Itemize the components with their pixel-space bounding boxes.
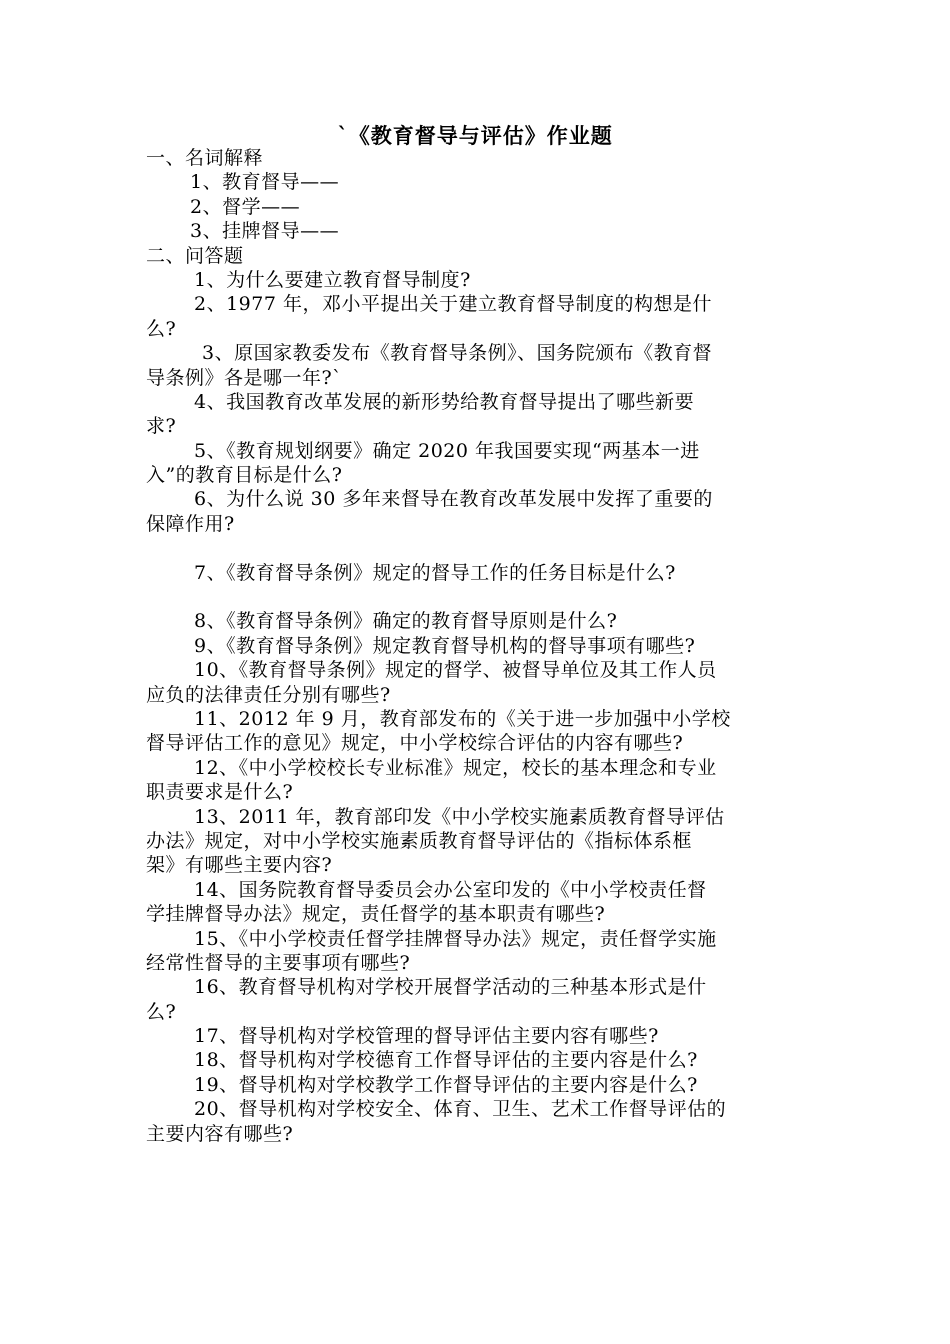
question-line: 12、《中小学校校长专业标准》规定，校长的基本理念和专业 (194, 756, 717, 779)
blank-line (146, 536, 806, 560)
question-line: 3、原国家教委发布《教育督导条例》、国务院颁布《教育督 (202, 342, 713, 365)
question-line: 8、《教育督导条例》确定的教育督导原则是什么? (194, 610, 618, 633)
question-line: 14、国务院教育督导委员会办公室印发的《中小学校责任督 (194, 878, 707, 901)
question-line: 6、为什么说 30 多年来督导在教育改革发展中发挥了重要的 (194, 488, 713, 511)
question-continuation: 职责要求是什么? (146, 781, 294, 804)
question-line: 1、为什么要建立教育督导制度? (194, 268, 471, 291)
question-continuation: 主要内容有哪些? (146, 1122, 294, 1145)
question-continuation: 应负的法律责任分别有哪些? (146, 683, 391, 706)
question-continuation: 架》有哪些主要内容? (146, 854, 333, 877)
question-continuation: 入”的教育目标是什么? (146, 464, 343, 487)
term-item: 2、督学—— (190, 195, 301, 218)
term-item: 3、挂牌督导—— (190, 220, 340, 243)
question-continuation: 经常性督导的主要事项有哪些? (146, 951, 411, 974)
question-line: 19、督导机构对学校教学工作督导评估的主要内容是什么? (194, 1073, 698, 1096)
question-line: 13、2011 年，教育部印发《中小学校实施素质教育督导评估 (194, 805, 725, 828)
question-line: 16、教育督导机构对学校开展督学活动的三种基本形式是什 (194, 976, 707, 999)
question-continuation: 么? (146, 317, 177, 340)
question-continuation: 保障作用? (146, 512, 235, 535)
document-title: `《教育督导与评估》作业题 (337, 123, 613, 148)
question-line: 15、《中小学校责任督学挂牌督导办法》规定，责任督学实施 (194, 927, 717, 950)
question-continuation: 求? (146, 415, 177, 438)
question-line: 18、督导机构对学校德育工作督导评估的主要内容是什么? (194, 1049, 698, 1072)
question-line: 17、督导机构对学校管理的督导评估主要内容有哪些? (194, 1025, 659, 1048)
question-continuation: 导条例》各是哪一年?` (146, 366, 343, 389)
question-continuation: 督导评估工作的意见》规定，中小学校综合评估的内容有哪些? (146, 732, 684, 755)
question-line: 5、《教育规划纲要》确定 2020 年我国要实现“两基本一进 (194, 439, 700, 462)
question-line: 9、《教育督导条例》规定教育督导机构的督导事项有哪些? (194, 634, 696, 657)
section-heading-terms: 一、名词解释 (146, 147, 264, 169)
question-continuation: 么? (146, 1000, 177, 1023)
question-line: 10、《教育督导条例》规定的督学、被督导单位及其工作人员 (194, 659, 717, 682)
document-body (146, 146, 806, 1146)
question-line: 20、督导机构对学校安全、体育、卫生、艺术工作督导评估的 (194, 1098, 727, 1121)
blank-line (146, 585, 806, 609)
section-heading-questions: 二、问答题 (146, 244, 244, 267)
question-line: 2、1977 年，邓小平提出关于建立教育督导制度的构想是什 (194, 293, 712, 316)
question-line: 4、我国教育改革发展的新形势给教育督导提出了哪些新要 (194, 390, 695, 413)
question-line: 11、2012 年 9 月，教育部发布的《关于进一步加强中小学校 (194, 707, 731, 730)
question-line: 7、《教育督导条例》规定的督导工作的任务目标是什么? (194, 561, 676, 584)
question-continuation: 学挂牌督导办法》规定，责任督学的基本职责有哪些? (146, 903, 606, 926)
term-item: 1、教育督导—— (190, 171, 340, 194)
question-continuation: 办法》规定，对中小学校实施素质教育督导评估的《指标体系框 (146, 829, 693, 852)
